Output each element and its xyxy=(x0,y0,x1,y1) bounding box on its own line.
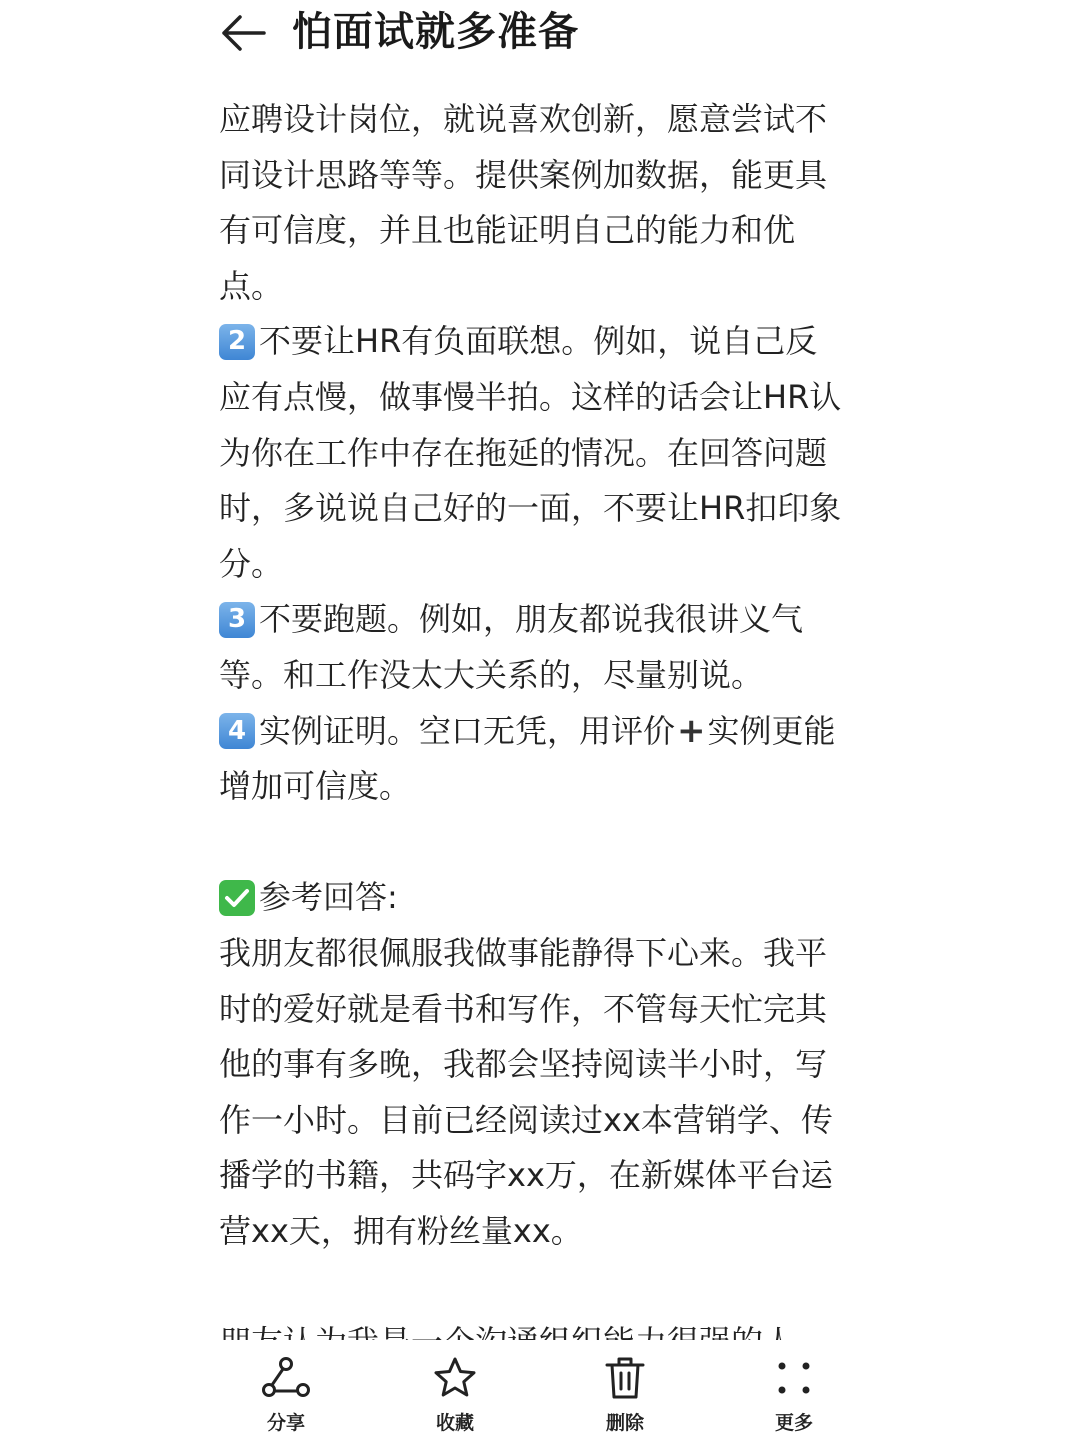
line-text: 等。和工作没太大关系的，尽量别说。 xyxy=(219,655,764,694)
more-button[interactable] xyxy=(739,1354,849,1440)
favorite-button[interactable] xyxy=(400,1354,510,1440)
line-text: 同设计思路等等。提供案例加数据，能更具 xyxy=(219,155,828,194)
text-line xyxy=(219,92,869,148)
line-text: 作一小时。目前已经阅读过xx本营销学、传 xyxy=(219,1100,833,1139)
text-line xyxy=(219,426,869,482)
line-text: 营xx天，拥有粉丝量xx。 xyxy=(219,1211,583,1250)
delete-label: 删除 xyxy=(605,1412,644,1434)
text-line xyxy=(219,648,869,704)
header-bar xyxy=(0,0,1080,70)
line-text: 不要让HR有负面联想。例如，说自己反 xyxy=(259,322,818,361)
text-line xyxy=(219,592,869,648)
note-content xyxy=(219,92,869,1340)
back-button[interactable] xyxy=(214,8,270,58)
page-title: 怕面试就多准备 xyxy=(292,9,579,55)
blank-line xyxy=(219,815,869,871)
line-text: 不要跑题。例如，朋友都说我很讲义气 xyxy=(259,600,804,639)
blank-line xyxy=(219,1259,869,1315)
more-label: 更多 xyxy=(774,1412,813,1434)
line-text: 分。 xyxy=(219,544,284,583)
plus-icon: + xyxy=(677,710,706,751)
text-line xyxy=(219,259,869,315)
text-line xyxy=(219,203,869,259)
text-line xyxy=(219,759,869,815)
number-badge-icon: 3 xyxy=(219,602,255,638)
share-icon xyxy=(260,1354,312,1402)
line-text: 时的爱好就是看书和写作，不管每天忙完其 xyxy=(219,989,828,1028)
line-text: 我朋友都很佩服我做事能静得下心来。我平 xyxy=(219,933,828,972)
text-line xyxy=(219,1037,869,1093)
text-line xyxy=(219,370,869,426)
share-button[interactable] xyxy=(231,1354,341,1440)
text-line xyxy=(219,537,869,593)
line-text: 参考回答: xyxy=(259,878,398,917)
text-line xyxy=(219,148,869,204)
text-line xyxy=(219,481,869,537)
number-badge-icon: 2 xyxy=(219,324,255,360)
line-text: 有可信度，并且也能证明自己的能力和优 xyxy=(219,211,796,250)
line-text: 点。 xyxy=(219,266,284,305)
text-line xyxy=(219,1148,869,1204)
text-line xyxy=(219,704,869,760)
line-text: 为你在工作中存在拖延的情况。在回答问题 xyxy=(219,433,828,472)
text-line xyxy=(219,1204,869,1260)
star-icon xyxy=(429,1354,481,1402)
text-line xyxy=(219,926,869,982)
text-line xyxy=(219,1093,869,1149)
line-text: 应有点慢，做事慢半拍。这样的话会让HR认 xyxy=(219,377,842,416)
line-text: 他的事有多晚，我都会坚持阅读半小时，写 xyxy=(219,1045,828,1084)
line-text: 播学的书籍，共码字xx万，在新媒体平台运 xyxy=(219,1156,833,1195)
arrow-left-icon xyxy=(218,13,266,53)
line-text: 实例更能 xyxy=(707,711,836,750)
trash-icon xyxy=(599,1354,651,1402)
delete-button[interactable] xyxy=(570,1354,680,1440)
line-text: 时，多说说自己好的一面，不要让HR扣印象 xyxy=(219,489,842,528)
share-label: 分享 xyxy=(266,1412,305,1434)
text-line xyxy=(219,982,869,1038)
line-text: 应聘设计岗位，就说喜欢创新，愿意尝试不 xyxy=(219,100,828,138)
text-line xyxy=(219,314,869,370)
line-text: 实例证明。空口无凭，用评价 xyxy=(259,711,676,750)
line-text: 增加可信度。 xyxy=(219,767,412,806)
bottom-toolbar xyxy=(0,1340,1080,1440)
check-mark-icon xyxy=(219,880,255,916)
more-dots-icon xyxy=(768,1354,820,1402)
text-line xyxy=(219,870,869,926)
number-badge-icon: 4 xyxy=(219,713,255,749)
favorite-label: 收藏 xyxy=(435,1412,474,1434)
